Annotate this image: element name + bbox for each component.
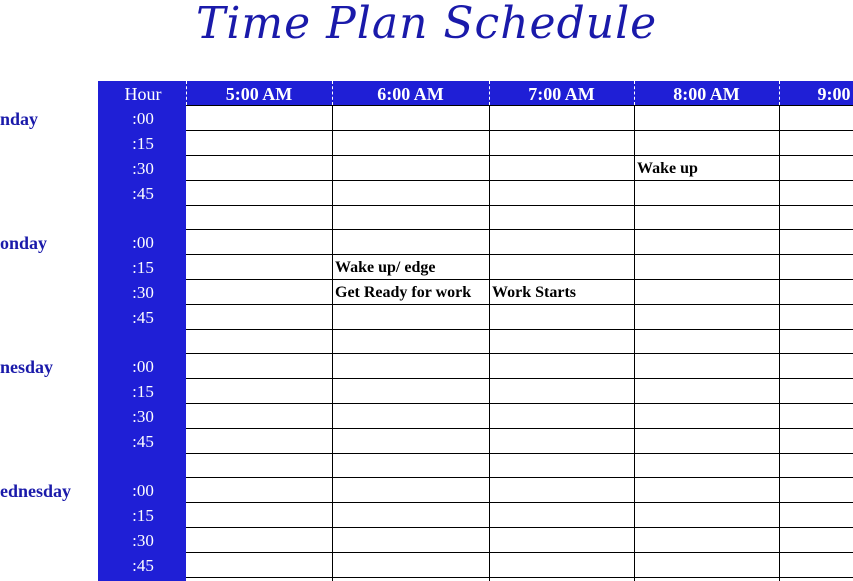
grid-line [186, 378, 853, 379]
grid-line [779, 105, 780, 581]
column-header-8am: 8:00 AM [673, 84, 740, 104]
schedule-cell[interactable]: Get Ready for work [335, 284, 472, 301]
day-label-wednesday: nesday [0, 357, 54, 377]
day-label-tuesday: onday [0, 233, 48, 253]
grid-line [634, 105, 635, 581]
grid-line [186, 453, 853, 454]
grid-line [186, 229, 853, 230]
minute-label: :45 [132, 556, 154, 575]
grid-line [186, 105, 853, 106]
minute-label: :30 [132, 283, 154, 302]
grid-line [332, 105, 333, 581]
schedule-grid[interactable] [186, 105, 853, 581]
minute-label: :30 [132, 407, 154, 426]
hour-header: Hour [124, 84, 162, 104]
header-separator [779, 81, 780, 105]
grid-line [186, 130, 853, 131]
header-separator [489, 81, 490, 105]
grid-line [186, 180, 853, 181]
grid-line [186, 428, 853, 429]
grid-line [186, 254, 853, 255]
minute-label: :15 [132, 258, 154, 277]
grid-line [186, 155, 853, 156]
page-title: Time Plan Schedule [196, 0, 658, 49]
grid-line [186, 329, 853, 330]
minute-label: :30 [132, 159, 154, 178]
column-header-6am: 6:00 AM [377, 84, 444, 104]
minute-label: :00 [132, 233, 154, 252]
schedule-cell[interactable]: Work Starts [492, 284, 576, 301]
grid-line [186, 527, 853, 528]
grid-line [186, 502, 853, 503]
minute-label: :30 [132, 531, 154, 550]
minute-label: :15 [132, 506, 154, 525]
header-separator [186, 81, 187, 105]
minute-label: :15 [132, 134, 154, 153]
minute-label: :45 [132, 184, 154, 203]
column-header-5am: 5:00 AM [225, 84, 293, 104]
minute-label: :45 [132, 432, 154, 451]
header-separator [332, 81, 333, 105]
schedule-cell[interactable]: Wake up/ edge [335, 259, 436, 276]
grid-line [186, 477, 853, 478]
grid-line [186, 552, 853, 553]
minute-label: :00 [132, 357, 154, 376]
minute-label: :00 [132, 109, 154, 128]
schedule-cell[interactable]: Wake up [637, 160, 698, 177]
grid-line [186, 403, 853, 404]
day-label-monday: nday [0, 109, 39, 129]
column-header-7am: 7:00 AM [528, 84, 595, 104]
grid-line [186, 353, 853, 354]
grid-line [186, 279, 853, 280]
column-header-9am: 9:00 [817, 84, 851, 104]
grid-line [186, 205, 853, 206]
minute-label: :00 [132, 481, 154, 500]
header-separator [634, 81, 635, 105]
day-label-thursday: ednesday [0, 481, 72, 501]
grid-line [186, 577, 853, 578]
minute-label: :45 [132, 308, 154, 327]
minute-label: :15 [132, 382, 154, 401]
grid-line [489, 105, 490, 581]
